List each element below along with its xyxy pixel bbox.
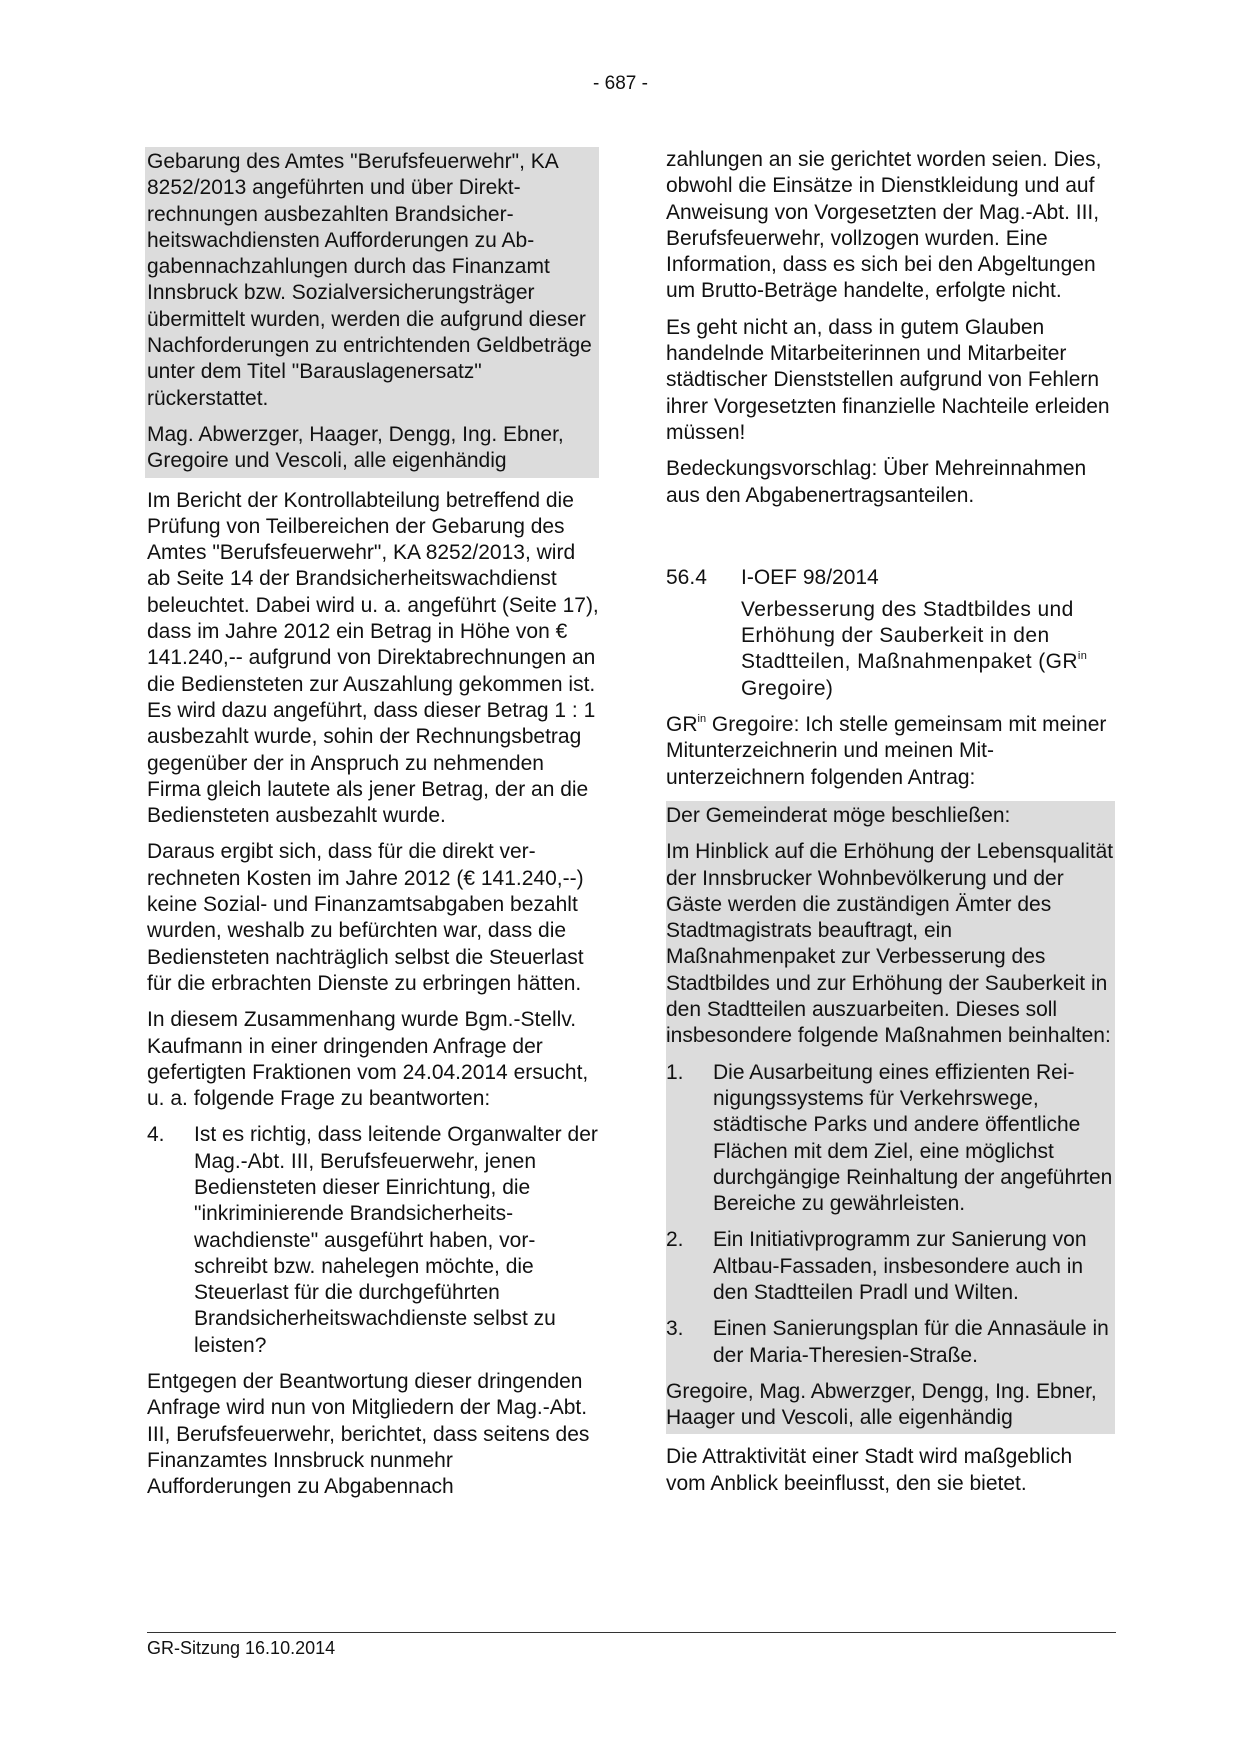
list-number: 4. [147,1123,165,1147]
right-column [666,147,1115,1497]
question-list-item [147,1122,599,1359]
motion-list-item: 1. Die Ausarbeitung eines effizienten Reinigungssystems für Verkehrswege, städtische Parks und andere öffentliche Flächen mit dem Ziel, eine möglichst durchgängige Reinhaltung der angeführten Bereiche zu gewährleisten. [666,1060,1113,1216]
body-paragraph: Entgegen der Beantwortung dieser dringenden Anfrage wird nun von Mitgliedern der Mag.-Abt. III, Berufsfeuerwehr, berichtet, dass seitens des Finanzamtes Innsbruck nunmehr Aufforderungen zu Abgabennach [147,1370,590,1499]
shaded-motion-block-left [145,147,599,478]
motion-intro: $GR^{in}$ Gregoire: Ich stelle gemeinsam mit meiner Mitunterzeichnerin und meinen Mitunterzeichnern folgenden Antrag: [666,713,1107,789]
agenda-item-heading [666,565,1115,592]
motion-heading: Der Gemeinderat möge beschließen: [666,803,1011,827]
body-paragraph: Daraus ergibt sich, dass für die direkt verrechneten Kosten im Jahre 2012 (€ 141.240,--) keine Sozial- und Finanzamtsabgaben bezahlt wurden, weshalb zu befürchten war, dass die Bediensteten nachträglich selbst die Steuerlast für die erbrachten Dienste zu erbringen hätten. [147,840,584,995]
left-column [147,147,599,1501]
agenda-item-number: 56.4 [666,565,707,589]
agenda-item-code: I-OEF 98/2014 [741,565,879,589]
agenda-item-subject: Verbesserung des Stadtbildes und Erhöhung der Sauberkeit in den Stadtteilen, Maßnahmenpaket ($GR^{in}$ Gregoire) [741,597,1088,700]
motion-list-item: 2. Ein Initiativprogramm zur Sanierung von Altbau-Fassaden, insbesondere auch in den Stadtteilen Pradl und Wilten. [666,1228,1087,1304]
body-paragraph: Es geht nicht an, dass in gutem Glauben handelnde Mitarbeiterinnen und Mitarbeiter städtischer Dienststellen aufgrund von Fehlern ihrer Vorgesetzten finanzielle Nachteile erleiden müssen! [666,315,1110,444]
footer-session-date: GR-Sitzung 16.10.2014 [147,1638,336,1658]
body-paragraph: In diesem Zusammenhang wurde Bgm.-Stellv. Kaufmann in einer dringenden Anfrage der gefertigten Fraktionen vom 24.04.2014 ersucht, u. a. folgende Frage zu beantworten: [147,1008,589,1111]
signatures-paragraph: Gregoire, Mag. Abwerzger, Dengg, Ing. Ebner, Haager und Vescoli, alle eigenhändig [666,1379,1097,1430]
list-text: Ist es richtig, dass leitende Organwalter der Mag.-Abt. III, Berufsfeuerwehr, jenen Bediensteten dieser Einrichtung, die "inkriminierende Brandsicherheitswachdienste" ausgeführt haben, vorschreibt bzw. nahelegen möchte, die Steuerlast für die durchgeführten Brandsicherheitswachdienste selbst zu leisten? [194,1123,598,1357]
body-paragraph: Die Attraktivität einer Stadt wird maßgeblich vom Anblick beeinflusst, den sie bietet. [666,1445,1073,1495]
body-paragraph: zahlungen an sie gerichtet worden seien. Dies, obwohl die Einsätze in Dienstkleidung und auf Anweisung von Vorgesetzten der Mag.-Abt. III, Berufsfeuerwehr, vollzogen wurden. Eine Information, dass es sich bei den Abgeltungen um Brutto-Beträge handelte, erfolgte nicht. [666,148,1102,303]
shaded-paragraph: Gebarung des Amtes "Berufsfeuerwehr", KA 8252/2013 angeführten und über Direktrechnungen ausbezahlten Brandsicherheitswachdiensten Aufforderungen zu Abgabennachzahlungen durch das Finanzamt Innsbruck bzw. Sozialversicherungsträger übermittelt wurden, werden die aufgrund dieser Nachforderungen zu entrichtenden Geldbeträge unter dem Titel "Barauslagenersatz" rückerstattet. [147,150,592,410]
shaded-motion-block-right [666,801,1115,1435]
footer-divider [147,1632,1116,1633]
body-paragraph: Im Bericht der Kontrollabteilung betreffend die Prüfung von Teilbereichen der Gebarung des Amtes "Berufsfeuerwehr", KA 8252/2013, wird ab Seite 14 der Brandsicherheitswachdienst beleuchtet. Dabei wird u. a. angeführt (Seite 17), dass im Jahre 2012 ein Betrag in Höhe von € 141.240,-- aufgrund von Direktabrechnungen an die Bediensteten zur Auszahlung gekommen ist. Es wird dazu angeführt, dass dieser Betrag 1 : 1 ausbezahlt wurde, sohin der Rechnungsbetrag gegenüber der in Anspruch zu nehmenden Firma gleich lautete als jener Betrag, der an die Bediensteten ausbezahlt wurde. [147,488,599,828]
body-paragraph: Bedeckungsvorschlag: Über Mehreinnahmen aus den Abgabenertragsanteilen. [666,457,1087,507]
page-number: - 687 - [593,73,648,94]
motion-body: Im Hinblick auf die Erhöhung der Lebensqualität der Innsbrucker Wohnbevölkerung und der Gäste werden die zuständigen Ämter des Stadtmagistrats beauftragt, ein Maßnahmenpaket zur Verbesserung des Stadtbildes und zur Erhöhung der Sauberkeit in den Stadtteilen auszuarbeiten. Dieses soll insbesondere folgende Maßnahmen beinhalten: [666,840,1114,1048]
motion-list-item: 3. Einen Sanierungsplan für die Annasäule in der Maria-Theresien-Straße. [666,1317,1109,1367]
signatures-paragraph: Mag. Abwerzger, Haager, Dengg, Ing. Ebner, Gregoire und Vescoli, alle eigenhändig [147,422,564,473]
